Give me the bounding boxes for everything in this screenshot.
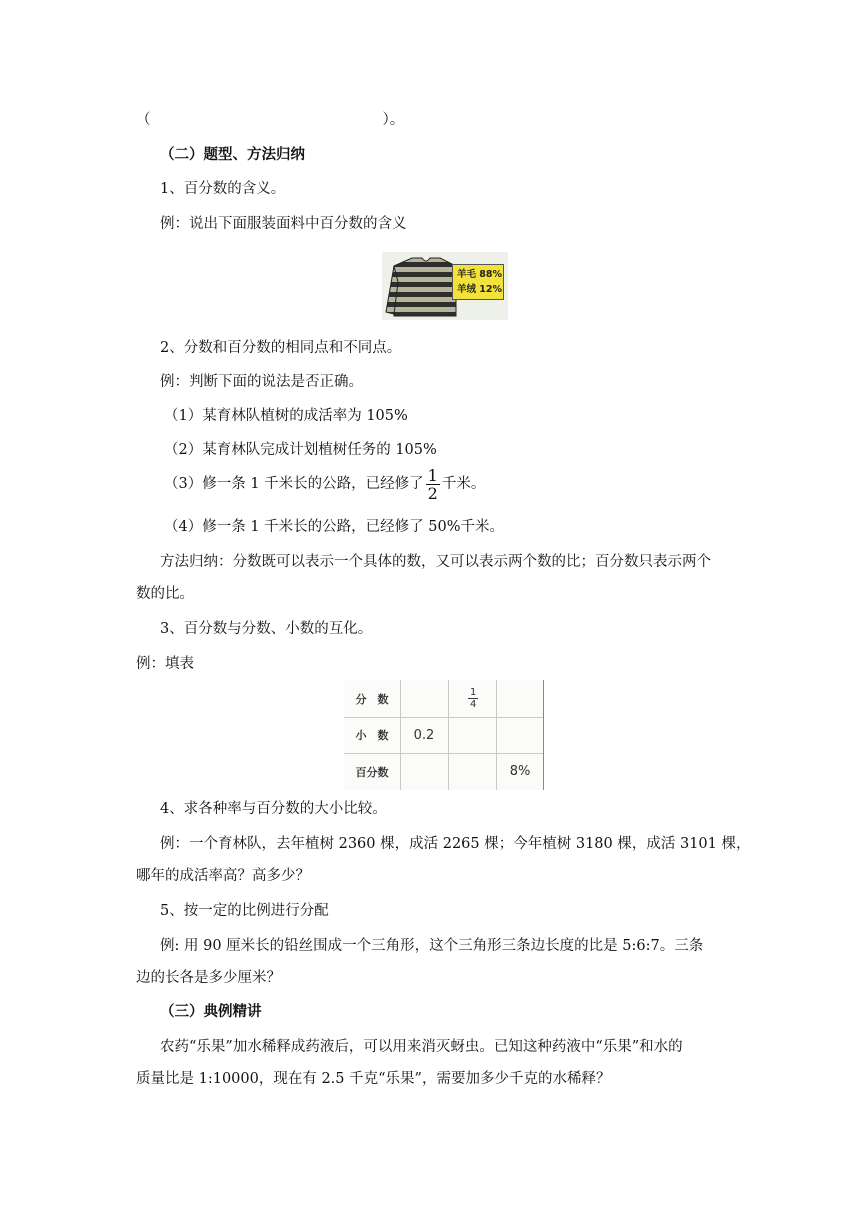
- item-3: 3、百分数与分数、小数的互化。: [160, 621, 373, 637]
- method-summary-2: 数的比。: [136, 586, 194, 602]
- example-3: 例：填表: [136, 656, 194, 672]
- item-1: 1、百分数的含义。: [160, 181, 286, 197]
- statement-2: （2）某育林队完成计划植树任务的 105%: [164, 442, 437, 458]
- sweater-image: [382, 252, 508, 320]
- row-label-percent: 百分数: [355, 765, 389, 779]
- fraction-numerator: 1: [427, 465, 438, 485]
- item-2: 2、分数和百分数的相同点和不同点。: [160, 340, 402, 356]
- fraction-half: [426, 467, 440, 502]
- item-5: 5、按一定的比例进行分配: [160, 903, 329, 919]
- cell-fraction: [448, 680, 496, 717]
- statement-3-text: （3）修一条 1 千米长的公路，已经修了: [164, 476, 424, 492]
- problem-line1: 农药“乐果”加水稀释成药液后，可以用来消灭蚜虫。已知这种药液中“乐果”和水的: [160, 1039, 683, 1055]
- tag-cashmere: 羊绒 12%: [457, 284, 503, 295]
- problem-line2: 质量比是 1:10000，现在有 2.5 千克“乐果”，需要加多少千克的水稀释？: [136, 1071, 611, 1087]
- statement-1: （1）某育林队植树的成活率为 105%: [164, 408, 408, 424]
- cell-percent: 8%: [509, 764, 531, 779]
- fabric-tag: [452, 264, 504, 300]
- statement-4: （4）修一条 1 千米长的公路，已经修了 50%千米。: [164, 519, 505, 535]
- statement-3-unit: 千米。: [441, 476, 486, 492]
- cell-decimal: 0.2: [413, 727, 435, 743]
- row-label-fraction: 分 数: [355, 692, 389, 706]
- example-5-line1: 例: 用 90 厘米长的铅丝围成一个三角形，这个三角形三条边长度的比是 5:6:7。三条: [160, 938, 704, 954]
- blank-parentheses: （ ）。: [136, 112, 405, 128]
- item-4: 4、求各种率与百分数的大小比较。: [160, 801, 387, 817]
- example-4-line1: 例：一个育林队，去年植树 2360 棵，成活 2265 棵；今年植树 3180 棵，成活 3101 棵，: [160, 836, 751, 852]
- example-1: 例：说出下面服装面料中百分数的含义: [160, 216, 407, 232]
- section-heading-3: （三）典例精讲: [160, 1003, 262, 1020]
- cell-fraction-num: 1: [470, 687, 477, 698]
- cell-fraction-den: 4: [470, 699, 477, 710]
- method-summary-1: 方法归纳：分数既可以表示一个具体的数，又可以表示两个数的比；百分数只表示两个: [160, 554, 711, 570]
- row-label-decimal: 小 数: [355, 729, 389, 742]
- example-5-line2: 边的长各是多少厘米？: [136, 970, 281, 986]
- tag-wool: 羊毛 88%: [457, 269, 503, 280]
- example-4-line2: 哪年的成活率高？高多少？: [136, 868, 310, 884]
- conversion-table: [344, 680, 544, 790]
- fraction-denominator: 2: [427, 483, 438, 503]
- statement-3: [164, 466, 485, 502]
- section-heading-2: （二）题型、方法归纳: [160, 146, 305, 163]
- example-2: 例：判断下面的说法是否正确。: [160, 374, 363, 390]
